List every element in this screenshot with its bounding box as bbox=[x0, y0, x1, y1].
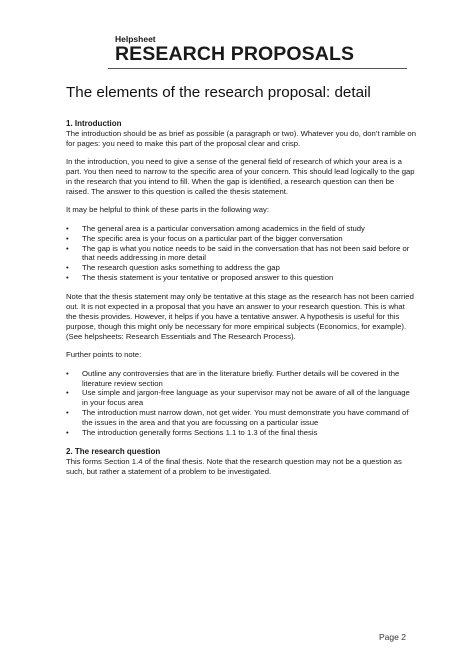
question-paragraph-1: This forms Section 1.4 of the final thesis. Note that the research question may not be a question as such, but rather a statement of a problem to be investigated. bbox=[66, 456, 402, 476]
section-title-research-question: 2. The research question bbox=[66, 446, 161, 456]
list-item: • The specific area is your focus on a particular part of the bigger conversation bbox=[66, 234, 416, 244]
title-divider bbox=[108, 68, 407, 69]
list-item: • The general area is a particular conversation among academics in the field of study bbox=[66, 224, 416, 234]
list-item: • Outline any controversies that are in the literature briefly. Further details will be covered in the literature review section bbox=[66, 369, 416, 389]
list-item: • The gap is what you notice needs to be said in the conversation that has not been said before or that needs addressing in more detail bbox=[66, 244, 416, 264]
document-body bbox=[66, 119, 416, 485]
intro-paragraph-4: Note that the thesis statement may only be tentative at this stage as the research has not been carried out. It is not expected in a proposal that you have an answer to your research question. This is what the thesis provides. However, it helps if you have a tentative answer. A hypothesis is useful for this purpose, though this might only be necessary for more empirical subjects (Economics, for example). (See helpsheets: Research Essentials and The Research Process). bbox=[66, 292, 414, 341]
intro-paragraph-1: The introduction should be as brief as possible (a paragraph or two). Whatever you do, don’t ramble on for pages: you need to make this part of the proposal clear and crisp. bbox=[66, 128, 416, 148]
list-item: • The introduction must narrow down, not get wider. You must demonstrate you have command of the issues in the area and that you are focussing on a particular issue bbox=[66, 408, 416, 428]
list-item: • The introduction generally forms Sections 1.1 to 1.3 of the final thesis bbox=[66, 428, 416, 438]
intro-paragraph-5: Further points to note: bbox=[66, 350, 142, 360]
further-points-list bbox=[66, 369, 416, 438]
intro-paragraph-2: In the introduction, you need to give a sense of the general field of research of which your area is a part. You then need to narrow to the specific area of your concern. This should lead logically to the gap in the research that you intend to fill. When the gap is identified, a research question can then be raised. The answer to this question is called the thesis statement. bbox=[66, 157, 415, 196]
parts-list bbox=[66, 224, 416, 283]
document-title: RESEARCH PROPOSALS bbox=[115, 43, 355, 65]
list-item: • The research question asks something to address the gap bbox=[66, 263, 416, 273]
list-item: • The thesis statement is your tentative or proposed answer to this question bbox=[66, 273, 416, 283]
section-title-introduction: 1. Introduction bbox=[66, 119, 122, 128]
helpsheet-label: Helpsheet bbox=[115, 34, 156, 44]
page-heading: The elements of the research proposal: detail bbox=[66, 84, 371, 101]
intro-paragraph-3: It may be helpful to think of these parts in the following way: bbox=[66, 205, 269, 215]
page-number: Page 2 bbox=[379, 632, 406, 642]
list-item: • Use simple and jargon-free language as your supervisor may not be aware of all of the language in your focus area bbox=[66, 388, 416, 408]
